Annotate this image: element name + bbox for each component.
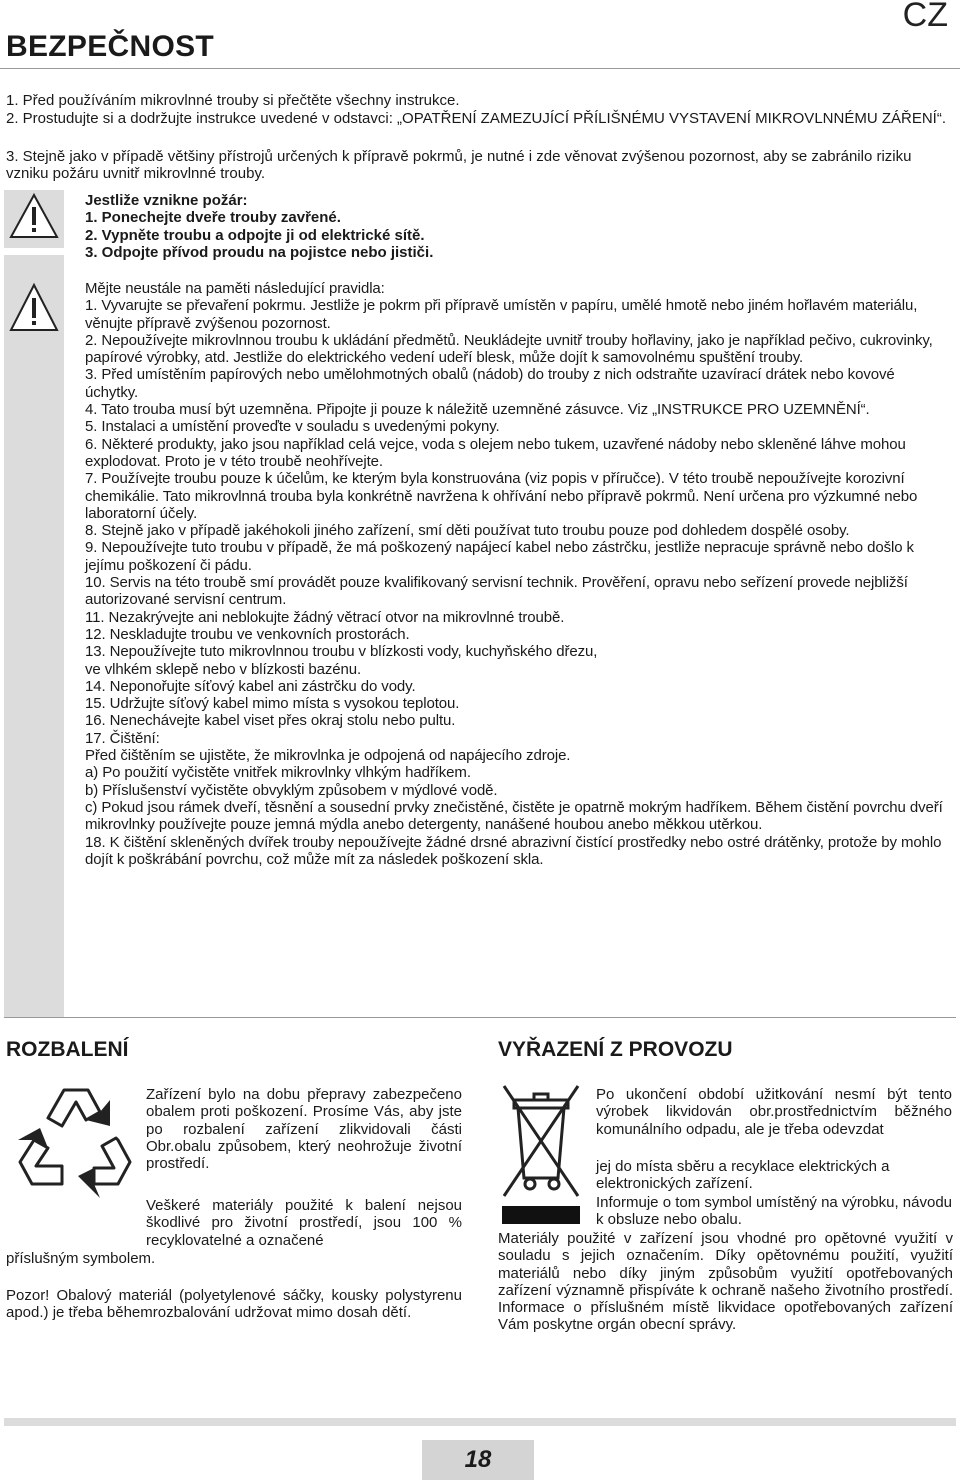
rule-item: 15. Udržujte síťový kabel mimo místa s vysokou teplotou. — [85, 695, 460, 713]
unpacking-warning: Pozor! Obalový materiál (polyetylenové sáčky, kousky polystyrenu apod.) je třeba běhemrozbalování udržovat mimo dosah dětí. — [6, 1287, 462, 1322]
rule-item: 8. Stejně jako v případě jakéhokoli jiného zařízení, smí děti používat tuto troubu pouze pod dohledem dospělé osoby. — [85, 522, 850, 540]
unpacking-title: ROZBALENÍ — [6, 1038, 129, 1061]
rule-item: Před čištěním se ujistěte, že mikrovlnka je odpojená od napájecího zdroje. — [85, 747, 571, 765]
rule-item: 5. Instalaci a umístění proveďte v souladu s uvedenými pokyny. — [85, 418, 500, 436]
rule-item: 16. Nenechávejte kabel viset přes okraj stolu nebo pultu. — [85, 712, 456, 730]
recycle-icon — [14, 1078, 138, 1202]
fire-instructions — [85, 192, 945, 261]
intro-item-1: 1. Před používáním mikrovlnné trouby si přečtěte všechny instrukce. — [6, 92, 460, 109]
disposal-paragraph-1b: jej do místa sběru a recyklace elektrických a elektronických zařízení. — [596, 1158, 890, 1193]
section-rule — [4, 1017, 956, 1018]
safety-rules — [85, 280, 947, 868]
crossed-bin-icon — [498, 1078, 584, 1228]
intro-item-2: 2. Prostudujte si a dodržujte instrukce uvedené v odstavci: „OPATŘENÍ ZAMEZUJÍCÍ PŘÍLIŠNÉMU VYSTAVENÍ MIKROVLNNÉMU ZÁŘENÍ“. — [6, 110, 946, 127]
disposal-paragraph-1a: Po ukončení období užitkování nesmí být tento výrobek likvidován obr.prostřednictvím běžného komunálního odpadu, ale je třeba odevzdat — [596, 1086, 952, 1138]
rule-item: 12. Neskladujte troubu ve venkovních prostorách. — [85, 625, 410, 643]
fire-step: 1. Ponechejte dveře trouby zavřené. — [85, 209, 341, 227]
unpacking-paragraph-2-end: příslušným symbolem. — [6, 1250, 156, 1267]
warning-bar — [4, 255, 64, 1017]
page-title: BEZPEČNOST — [6, 30, 215, 63]
footer-bar — [4, 1418, 956, 1426]
rule-item: 4. Tato trouba musí být uzemněna. Připojte ji pouze k náležitě uzemněné zásuvce. Viz „INSTRUKCE PRO UZEMNĚNÍ“. — [85, 401, 870, 419]
rule-item: 7. Používejte troubu pouze k účelům, ke kterým byla konstruována (viz popis v příručce). V této troubě nepoužívejte korozivní chemikálie. Tato mikrovlnná trouba byla konkrétně navržena k ohřívání nebo přípravě pokrmů. Není určena pro výzkumné nebo laboratorní účely. — [85, 470, 918, 522]
header-rule — [0, 68, 960, 69]
warning-triangle-icon — [8, 282, 60, 334]
rule-item: 6. Některé produkty, jako jsou například celá vejce, voda s olejem nebo tukem, uzavřené nádoby nebo skleněné láhve mohou explodovat. Proto je v této troubě neohřívejte. — [85, 435, 906, 470]
unpacking-paragraph-1: Zařízení bylo na dobu přepravy zabezpečeno obalem proti poškození. Prosíme Vás, aby jste po rozbalení zařízení zlikvidovali části Obr.obalu způsobem, který neohrožuje životní prostředí. — [146, 1086, 462, 1173]
warning-triangle-icon — [8, 192, 60, 240]
rules-heading: Mějte neustále na paměti následující pravidla: — [85, 280, 385, 297]
intro-item-3: 3. Stejně jako v případě většiny přístrojů určených k přípravě pokrmů, je nutné i zde věnovat zvýšenou pozornost, aby se zabránilo riziku vzniku požáru uvnitř mikrovlnné trouby. — [6, 148, 912, 183]
rule-item: 1. Vyvarujte se převaření pokrmu. Jestliže je pokrm při přípravě umístěn v papíru, umělé hmotě nebo jiném hořlavém materiálu, věnujte přípravě zvýšenou pozornost. — [85, 297, 918, 332]
rule-item: c) Pokud jsou rámek dveří, těsnění a sousední prvky znečistěné, čistěte je opatrně mokrým hadříkem. Během čistění povrchu dveří mikrovlnky používejte pouze jemná mýdla anebo detergenty, nanášené houbou anebo měkkou utěrkou. — [85, 798, 943, 834]
rule-item: 17. Čištění: — [85, 729, 160, 747]
rule-item: 3. Před umístěním papírových nebo umělohmotných obalů (nádob) do trouby z nich odstraňte uzavírací drátek nebo kovové úchytky. — [85, 366, 895, 401]
rule-item: 2. Nepoužívejte mikrovlnnou troubu k ukládání předmětů. Neukládejte uvnitř trouby hořlaviny, jako je například pečivo, cukrovinky, papírové výrobky, atd. Jestliže do elektrického vedení udeří blesk, může dojít k samovolnému spuštění trouby. — [85, 331, 933, 367]
page-number: 18 — [422, 1440, 534, 1480]
rule-item: b) Příslušenství vyčistěte obvyklým způsobem v mýdlové vodě. — [85, 781, 498, 799]
fire-step: 3. Odpojte přívod proudu na pojistce nebo jističi. — [85, 243, 434, 261]
rule-item: ve vlhkém sklepě nebo v blízkosti bazénu. — [85, 660, 362, 678]
disposal-paragraph-1c: Informuje o tom symbol umístěný na výrobku, návodu k obsluze nebo obalu. — [596, 1194, 953, 1229]
rule-item: 9. Nepoužívejte tuto troubu v případě, že má poškozený napájecí kabel nebo zástrčku, jestliže nepracuje správně nebo došlo k jejímu poškození či pádu. — [85, 539, 914, 574]
rule-item: 10. Servis na této troubě smí provádět pouze kvalifikovaný servisní technik. Prověření, opravu nebo seřízení provede nejbližší autorizované servisní centrum. — [85, 574, 908, 609]
unpacking-paragraph-2: Veškeré materiály použité k balení nejsou škodlivé pro životní prostředí, jsou 100 % recyklovatelné a označené — [146, 1197, 462, 1249]
rule-item: 18. K čištění skleněných dvířek trouby nepoužívejte žádné drsné abrazivní čistící prostředky nebo ostré drátěnky, protože by mohlo dojít k poškrábání povrchu, což může mít za následek poškození skla. — [85, 833, 942, 868]
rule-item: 13. Nepoužívejte tuto mikrovlnnou troubu v blízkosti vody, kuchyňského dřezu, — [85, 643, 598, 661]
rule-item: 14. Neponořujte síťový kabel ani zástrčku do vody. — [85, 677, 416, 695]
disposal-title: VYŘAZENÍ Z PROVOZU — [498, 1038, 733, 1061]
disposal-paragraph-2: Materiály použité v zařízení jsou vhodné pro opětovné využití v souladu s jejich označením. Díky opětovnému použití, využití materiálů nebo díky jiným způsobům využití opotřebovaných zařízení významně přispíváte k ochraně našeho životního prostředí. Informace o příslušném místě likvidace opotřebovaných zařízení Vám poskytne orgán obecní správy. — [498, 1230, 953, 1334]
fire-heading: Jestliže vznikne požár: — [85, 192, 248, 209]
rule-item: 11. Nezakrývejte ani neblokujte žádný větrací otvor na mikrovlnné troubě. — [85, 608, 565, 626]
language-code: CZ — [902, 0, 948, 34]
rule-item: a) Po použití vyčistěte vnitřek mikrovlnky vlhkým hadříkem. — [85, 764, 471, 782]
fire-step: 2. Vypněte troubu a odpojte ji od elektrické sítě. — [85, 226, 425, 244]
